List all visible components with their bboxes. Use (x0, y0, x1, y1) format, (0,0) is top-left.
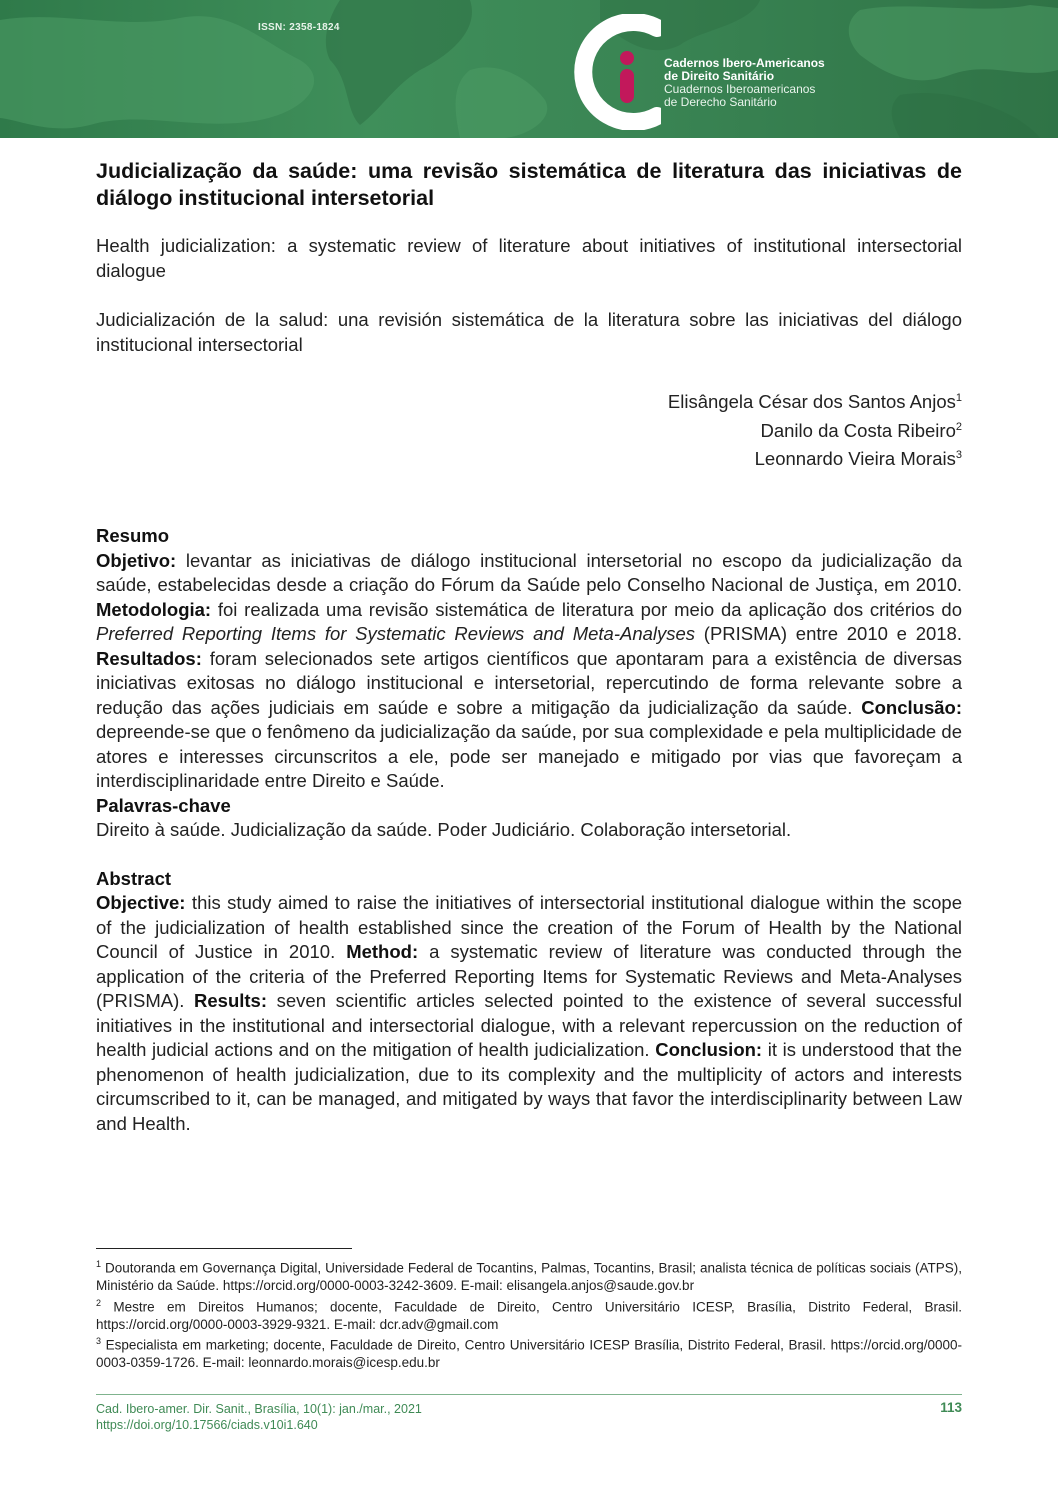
journal-name-pt-line1: Cadernos Ibero-Americanos (664, 56, 825, 70)
title-portuguese: Judicialização da saúde: uma revisão sistemática de literatura das iniciativas de diálogo institucional intersetorial (96, 159, 962, 210)
doi-link[interactable]: https://doi.org/10.17566/ciads.v10i1.640 (96, 1418, 318, 1432)
world-map-background (0, 0, 1058, 138)
title-spanish: Judicialización de la salud: una revisión sistemática de la literatura sobre las iniciativas del diálogo institucional intersectorial (96, 309, 962, 355)
abstract-heading: Abstract (96, 867, 172, 889)
palavras-chave-heading: Palavras-chave (96, 794, 231, 816)
citation-line: Cad. Ibero-amer. Dir. Sanit., Brasília, 10(1): jan./mar., 2021 (96, 1402, 422, 1416)
author-1: Elisângela César dos Santos Anjos$^1$ (667, 391, 962, 413)
journal-logo-icon (565, 14, 661, 130)
page-number: 113 (940, 1400, 962, 1415)
footnote-1: $^1$ Doutoranda em Governança Digital, Universidade Federal de Tocantins, Palmas, Tocantins, Brasil; analista técnica de políticas sociais (ATPS), Ministério da Saúde. https://orcid.org/0000-0003-3242-3609. E-mail: elisangela.anjos@saude.gov.br (96, 1259, 962, 1293)
footer-citation (96, 1401, 422, 1433)
article-titles (96, 158, 962, 357)
journal-name-es-line2: de Derecho Sanitário (664, 95, 777, 109)
author-3-footnote-ref[interactable]: 3 (955, 449, 962, 462)
author-2-footnote-ref[interactable]: 2 (955, 420, 962, 433)
journal-banner (0, 0, 1058, 138)
title-english: Health judicialization: a systematic review of literature about initiatives of institutional intersectorial dialogue (96, 235, 962, 281)
resumo-heading: Resumo (96, 525, 169, 546)
journal-name (664, 57, 825, 109)
author-list (668, 386, 962, 472)
author-3: Leonnardo Vieira Morais$^3$ (754, 448, 962, 470)
author-2: Danilo da Costa Ribeiro$^2$ (760, 419, 962, 441)
footnote-divider (96, 1248, 352, 1249)
footnote-2: $^2$ Mestre em Direitos Humanos; docente, Faculdade de Direito, Centro Universitário ICESP, Brasília, Distrito Federal, Brasil. https://orcid.org/0000-0003-3929-9321. E-mail: dcr.adv@gmail.com (96, 1297, 962, 1332)
footnotes (96, 1256, 962, 1372)
journal-name-pt-line2: de Direito Sanitário (664, 69, 775, 83)
author-1-footnote-ref[interactable]: 1 (955, 392, 962, 404)
journal-name-es-line1: Cuadernos Iberoamericanos (664, 82, 816, 96)
resumo-section (96, 524, 962, 1136)
resumo-text: Objetivo: levantar as iniciativas de diálogo institucional intersetorial no escopo da judicialização da saúde, estabelecidas desde a criação do Fórum da Saúde pelo Conselho Nacional de Justiça, em 2010. Metodologia: foi realizada uma revisão sistemática de literatura por meio da aplicação dos critérios do Preferred Reporting Items for Systematic Reviews and Meta-Analyses (PRISMA) entre 2010 e 2018. Resultados: foram selecionados sete artigos científicos que apontaram para a existência de diversas iniciativas exitosas no diálogo institucional e intersetorial, repercutindo de forma relevante sobre a redução das ações judiciais em saúde e sobre a mitigação da judicialização da saúde. Conclusão: depreende-se que o fenômeno da judicialização da saúde, por sua complexidade e pela multiplicidade de atores e interesses circunscritos a ele, pode ser manejado e mitigado por vias que favoreçam a interdisciplinaridade entre Direito e Saúde. (96, 549, 962, 791)
palavras-chave-text: Direito à saúde. Judicialização da saúde. Poder Judiciário. Colaboração intersetorial. (96, 819, 792, 840)
footer-divider (96, 1394, 962, 1395)
issn-label: ISSN: 2358-1824 (258, 22, 340, 33)
abstract-text: Objective: this study aimed to raise the initiatives of intersectorial institutional dialogue within the scope of the judicialization of health established since the creation of the Forum of Health by the National Council of Justice in 2010. Method: a systematic review of literature was conducted through the application of the criteria of the Preferred Reporting Items for Systematic Reviews and Meta-Analyses (PRISMA). Results: seven scientific articles selected pointed to the existence of several successful initiatives in the institutional and intersectorial dialogue, with a relevant repercussion on the reduction of health judicial actions and on the mitigation of health judicialization. Conclusion: it is understood that the phenomenon of health judicialization, due to its complexity and the multiplicity of actors and interests circumscribed to it, can be managed, and mitigated by ways that favor the interdisciplinarity between Law and Health. (96, 892, 963, 1134)
footnote-3: $^3$ Especialista em marketing; docente, Faculdade de Direito, Centro Universitário ICESP Brasília, Distrito Federal, Brasil. https://orcid.org/0000-0003-0359-1726. E-mail: leonnardo.morais@icesp.edu.br (96, 1336, 962, 1370)
